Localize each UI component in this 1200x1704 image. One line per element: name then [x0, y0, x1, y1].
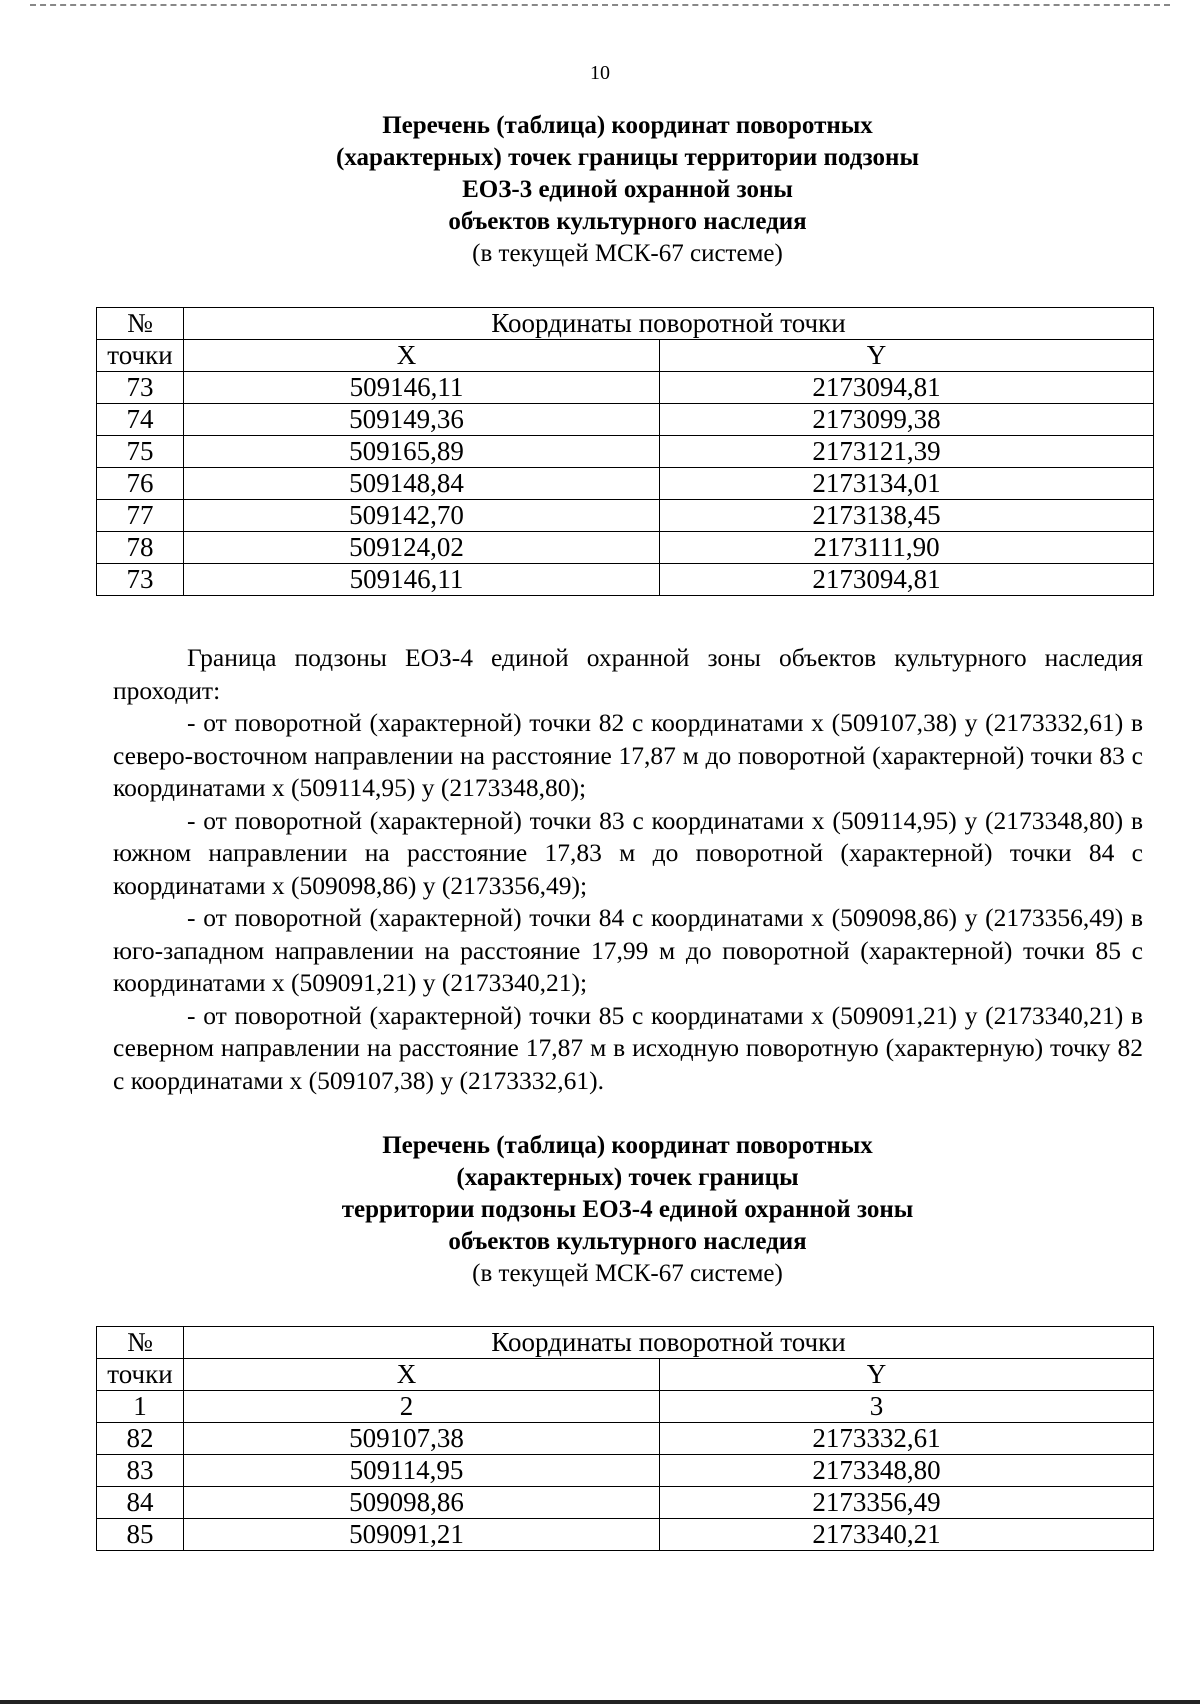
- point-number: 73: [97, 564, 184, 596]
- column-index: 1: [97, 1391, 184, 1423]
- column-index: 3: [660, 1391, 1154, 1423]
- y-value: 2173332,61: [660, 1423, 1154, 1455]
- section2-title-line: территории подзоны ЕОЗ-4 единой охранной зоны: [341, 1196, 914, 1223]
- x-value: 509148,84: [184, 468, 660, 500]
- y-value: 2173121,39: [660, 436, 1154, 468]
- point-number: 74: [97, 404, 184, 436]
- header-coordinates: Координаты поворотной точки: [184, 1327, 1154, 1359]
- table-row: [97, 468, 1154, 500]
- point-number: 85: [97, 1519, 184, 1551]
- section1-coordinates-table: [96, 307, 1154, 596]
- x-value: 509114,95: [184, 1455, 660, 1487]
- table-row: [97, 1487, 1154, 1519]
- section2-title: [0, 1130, 1200, 1290]
- boundary-description: [113, 642, 1143, 1097]
- y-value: 2173138,45: [660, 500, 1154, 532]
- boundary-segment: - от поворотной (характерной) точки 82 с координатами x (509107,38) y (2173332,61) в северо-восточном направлении на расстояние 17,87 м до поворотной (характерной) точки 83 с координатами x (509114,95) y (2173348,80);: [113, 708, 1143, 802]
- table-row: [97, 436, 1154, 468]
- point-number: 78: [97, 532, 184, 564]
- scan-bottom-edge: [0, 1700, 1200, 1704]
- header-number-label: точки: [97, 340, 184, 372]
- table-row: [97, 532, 1154, 564]
- point-number: 77: [97, 500, 184, 532]
- table-row: [97, 1455, 1154, 1487]
- point-number: 73: [97, 372, 184, 404]
- y-value: 2173340,21: [660, 1519, 1154, 1551]
- boundary-segment: - от поворотной (характерной) точки 85 с координатами x (509091,21) y (2173340,21) в северном направлении на расстояние 17,87 м в исходную поворотную (характерную) точку 82 с координатами x (509107,38) y (2173332,61).: [113, 1000, 1143, 1095]
- boundary-intro: Граница подзоны ЕОЗ-4 единой охранной зоны объектов культурного наследия проходит:: [113, 643, 1143, 705]
- section2-title-line: Перечень (таблица) координат поворотных: [382, 1132, 873, 1159]
- x-value: 509107,38: [184, 1423, 660, 1455]
- header-number: №: [97, 308, 184, 340]
- scan-top-edge: [30, 4, 1170, 6]
- table-row: [97, 372, 1154, 404]
- x-value: 509146,11: [184, 372, 660, 404]
- section2-coordinates-table: [96, 1326, 1154, 1551]
- header-coordinates: Координаты поворотной точки: [184, 308, 1154, 340]
- y-value: 2173094,81: [660, 372, 1154, 404]
- point-number: 84: [97, 1487, 184, 1519]
- point-number: 76: [97, 468, 184, 500]
- column-index: 2: [184, 1391, 660, 1423]
- section1-title-line: (характерных) точек границы территории подзоны: [336, 144, 919, 171]
- point-number: 83: [97, 1455, 184, 1487]
- x-value: 509165,89: [184, 436, 660, 468]
- x-value: 509149,36: [184, 404, 660, 436]
- section1-title-line: Перечень (таблица) координат поворотных: [382, 112, 873, 139]
- boundary-segment: - от поворотной (характерной) точки 84 с координатами x (509098,86) y (2173356,49) в юго-западном направлении на расстояние 17,99 м до поворотной (характерной) точки 85 с координатами x (509091,21) y (2173340,21);: [113, 903, 1143, 997]
- header-number-label: точки: [97, 1359, 184, 1391]
- header-x: X: [184, 1359, 660, 1391]
- table-row: [97, 404, 1154, 436]
- section1-title-line: объектов культурного наследия: [448, 208, 807, 235]
- point-number: 75: [97, 436, 184, 468]
- x-value: 509091,21: [184, 1519, 660, 1551]
- section1-title: [0, 110, 1200, 270]
- section1-subtitle: (в текущей МСК-67 системе): [472, 240, 783, 267]
- y-value: 2173134,01: [660, 468, 1154, 500]
- y-value: 2173111,90: [660, 532, 1154, 564]
- header-y: Y: [660, 340, 1154, 372]
- table-row: [97, 500, 1154, 532]
- boundary-segment: - от поворотной (характерной) точки 83 с координатами x (509114,95) y (2173348,80) в южном направлении на расстояние 17,83 м до поворотной (характерной) точки 84 с координатами x (509098,86) y (2173356,49);: [113, 805, 1143, 900]
- x-value: 509146,11: [184, 564, 660, 596]
- section2-subtitle: (в текущей МСК-67 системе): [472, 1260, 783, 1287]
- header-x: X: [184, 340, 660, 372]
- table-row: [97, 1519, 1154, 1551]
- page-number: 10: [590, 62, 610, 84]
- x-value: 509142,70: [184, 500, 660, 532]
- section2-title-line: (характерных) точек границы: [456, 1164, 799, 1191]
- x-value: 509124,02: [184, 532, 660, 564]
- column-index-row: [97, 1391, 1154, 1423]
- y-value: 2173356,49: [660, 1487, 1154, 1519]
- table-row: [97, 1423, 1154, 1455]
- y-value: 2173094,81: [660, 564, 1154, 596]
- y-value: 2173099,38: [660, 404, 1154, 436]
- y-value: 2173348,80: [660, 1455, 1154, 1487]
- table-row: [97, 564, 1154, 596]
- header-y: Y: [660, 1359, 1154, 1391]
- header-number: №: [97, 1327, 184, 1359]
- point-number: 82: [97, 1423, 184, 1455]
- x-value: 509098,86: [184, 1487, 660, 1519]
- section2-title-line: объектов культурного наследия: [448, 1228, 807, 1255]
- section1-title-line: ЕОЗ-3 единой охранной зоны: [462, 176, 793, 203]
